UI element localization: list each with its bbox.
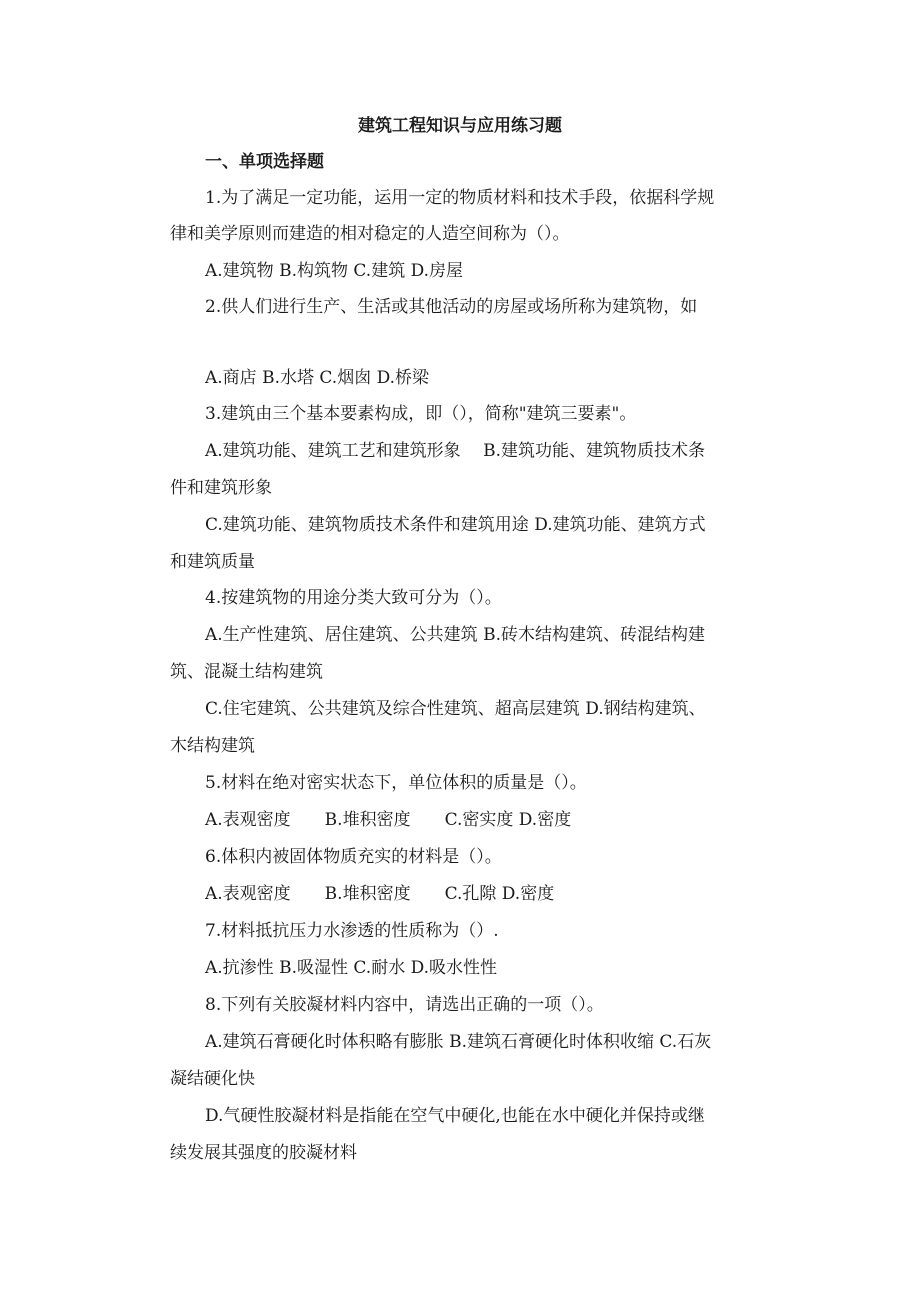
question-3-options-cd: C.建筑功能、建筑物质技术条件和建筑用途 D.建筑功能、建筑方式 — [205, 515, 706, 535]
question-4-options-ab: A.生产性建筑、居住建筑、公共建筑 B.砖木结构建筑、砖混结构建 — [205, 625, 705, 645]
question-4-options-ab-cont: 筑、混凝土结构建筑 — [170, 662, 323, 682]
section-heading: 一、单项选择题 — [205, 152, 324, 172]
document-title: 建筑工程知识与应用练习题 — [358, 116, 562, 136]
question-3-text: 3.建筑由三个基本要素构成，即（），简称"建筑三要素"。 — [205, 404, 637, 424]
question-3-options-ab: A.建筑功能、建筑工艺和建筑形象 B.建筑功能、建筑物质技术条 — [205, 441, 705, 461]
question-3-options-ab-cont: 件和建筑形象 — [170, 478, 272, 498]
question-4-options-cd-cont: 木结构建筑 — [170, 736, 255, 756]
question-1-options: A.建筑物 B.构筑物 C.建筑 D.房屋 — [205, 261, 464, 281]
question-1-text: 1.为了满足一定功能，运用一定的物质材料和技术手段，依据科学规 — [205, 188, 715, 208]
question-2-text: 2.供人们进行生产、生活或其他活动的房屋或场所称为建筑物，如 — [205, 297, 698, 317]
question-4-text: 4.按建筑物的用途分类大致可分为（）。 — [205, 588, 502, 608]
question-1-text-cont: 律和美学原则而建造的相对稳定的人造空间称为（）。 — [170, 224, 570, 244]
question-6-text: 6.体积内被固体物质充实的材料是（）。 — [205, 847, 502, 867]
question-8-option-d-cont: 续发展其强度的胶凝材料 — [170, 1143, 357, 1163]
question-2-options: A.商店 B.水塔 C.烟囱 D.桥梁 — [205, 368, 430, 388]
question-7-text: 7.材料抵抗压力水渗透的性质称为（）. — [205, 921, 499, 941]
question-5-text: 5.材料在绝对密实状态下，单位体积的质量是（）。 — [205, 773, 587, 793]
question-3-options-cd-cont: 和建筑质量 — [170, 552, 255, 572]
question-6-options: A.表观密度 B.堆积密度 C.孔隙 D.密度 — [205, 884, 555, 904]
question-8-options-abc: A.建筑石膏硬化时体积略有膨胀 B.建筑石膏硬化时体积收缩 C.石灰 — [205, 1032, 712, 1052]
question-8-option-d: D.气硬性胶凝材料是指能在空气中硬化,也能在水中硬化并保持或继 — [205, 1106, 705, 1126]
question-8-text: 8.下列有关胶凝材料内容中，请选出正确的一项（）。 — [205, 995, 604, 1015]
question-7-options: A.抗渗性 B.吸湿性 C.耐水 D.吸水性性 — [205, 958, 498, 978]
question-8-options-abc-cont: 凝结硬化快 — [170, 1069, 255, 1089]
question-4-options-cd: C.住宅建筑、公共建筑及综合性建筑、超高层建筑 D.钢结构建筑、 — [205, 699, 706, 719]
question-5-options: A.表观密度 B.堆积密度 C.密实度 D.密度 — [205, 810, 572, 830]
